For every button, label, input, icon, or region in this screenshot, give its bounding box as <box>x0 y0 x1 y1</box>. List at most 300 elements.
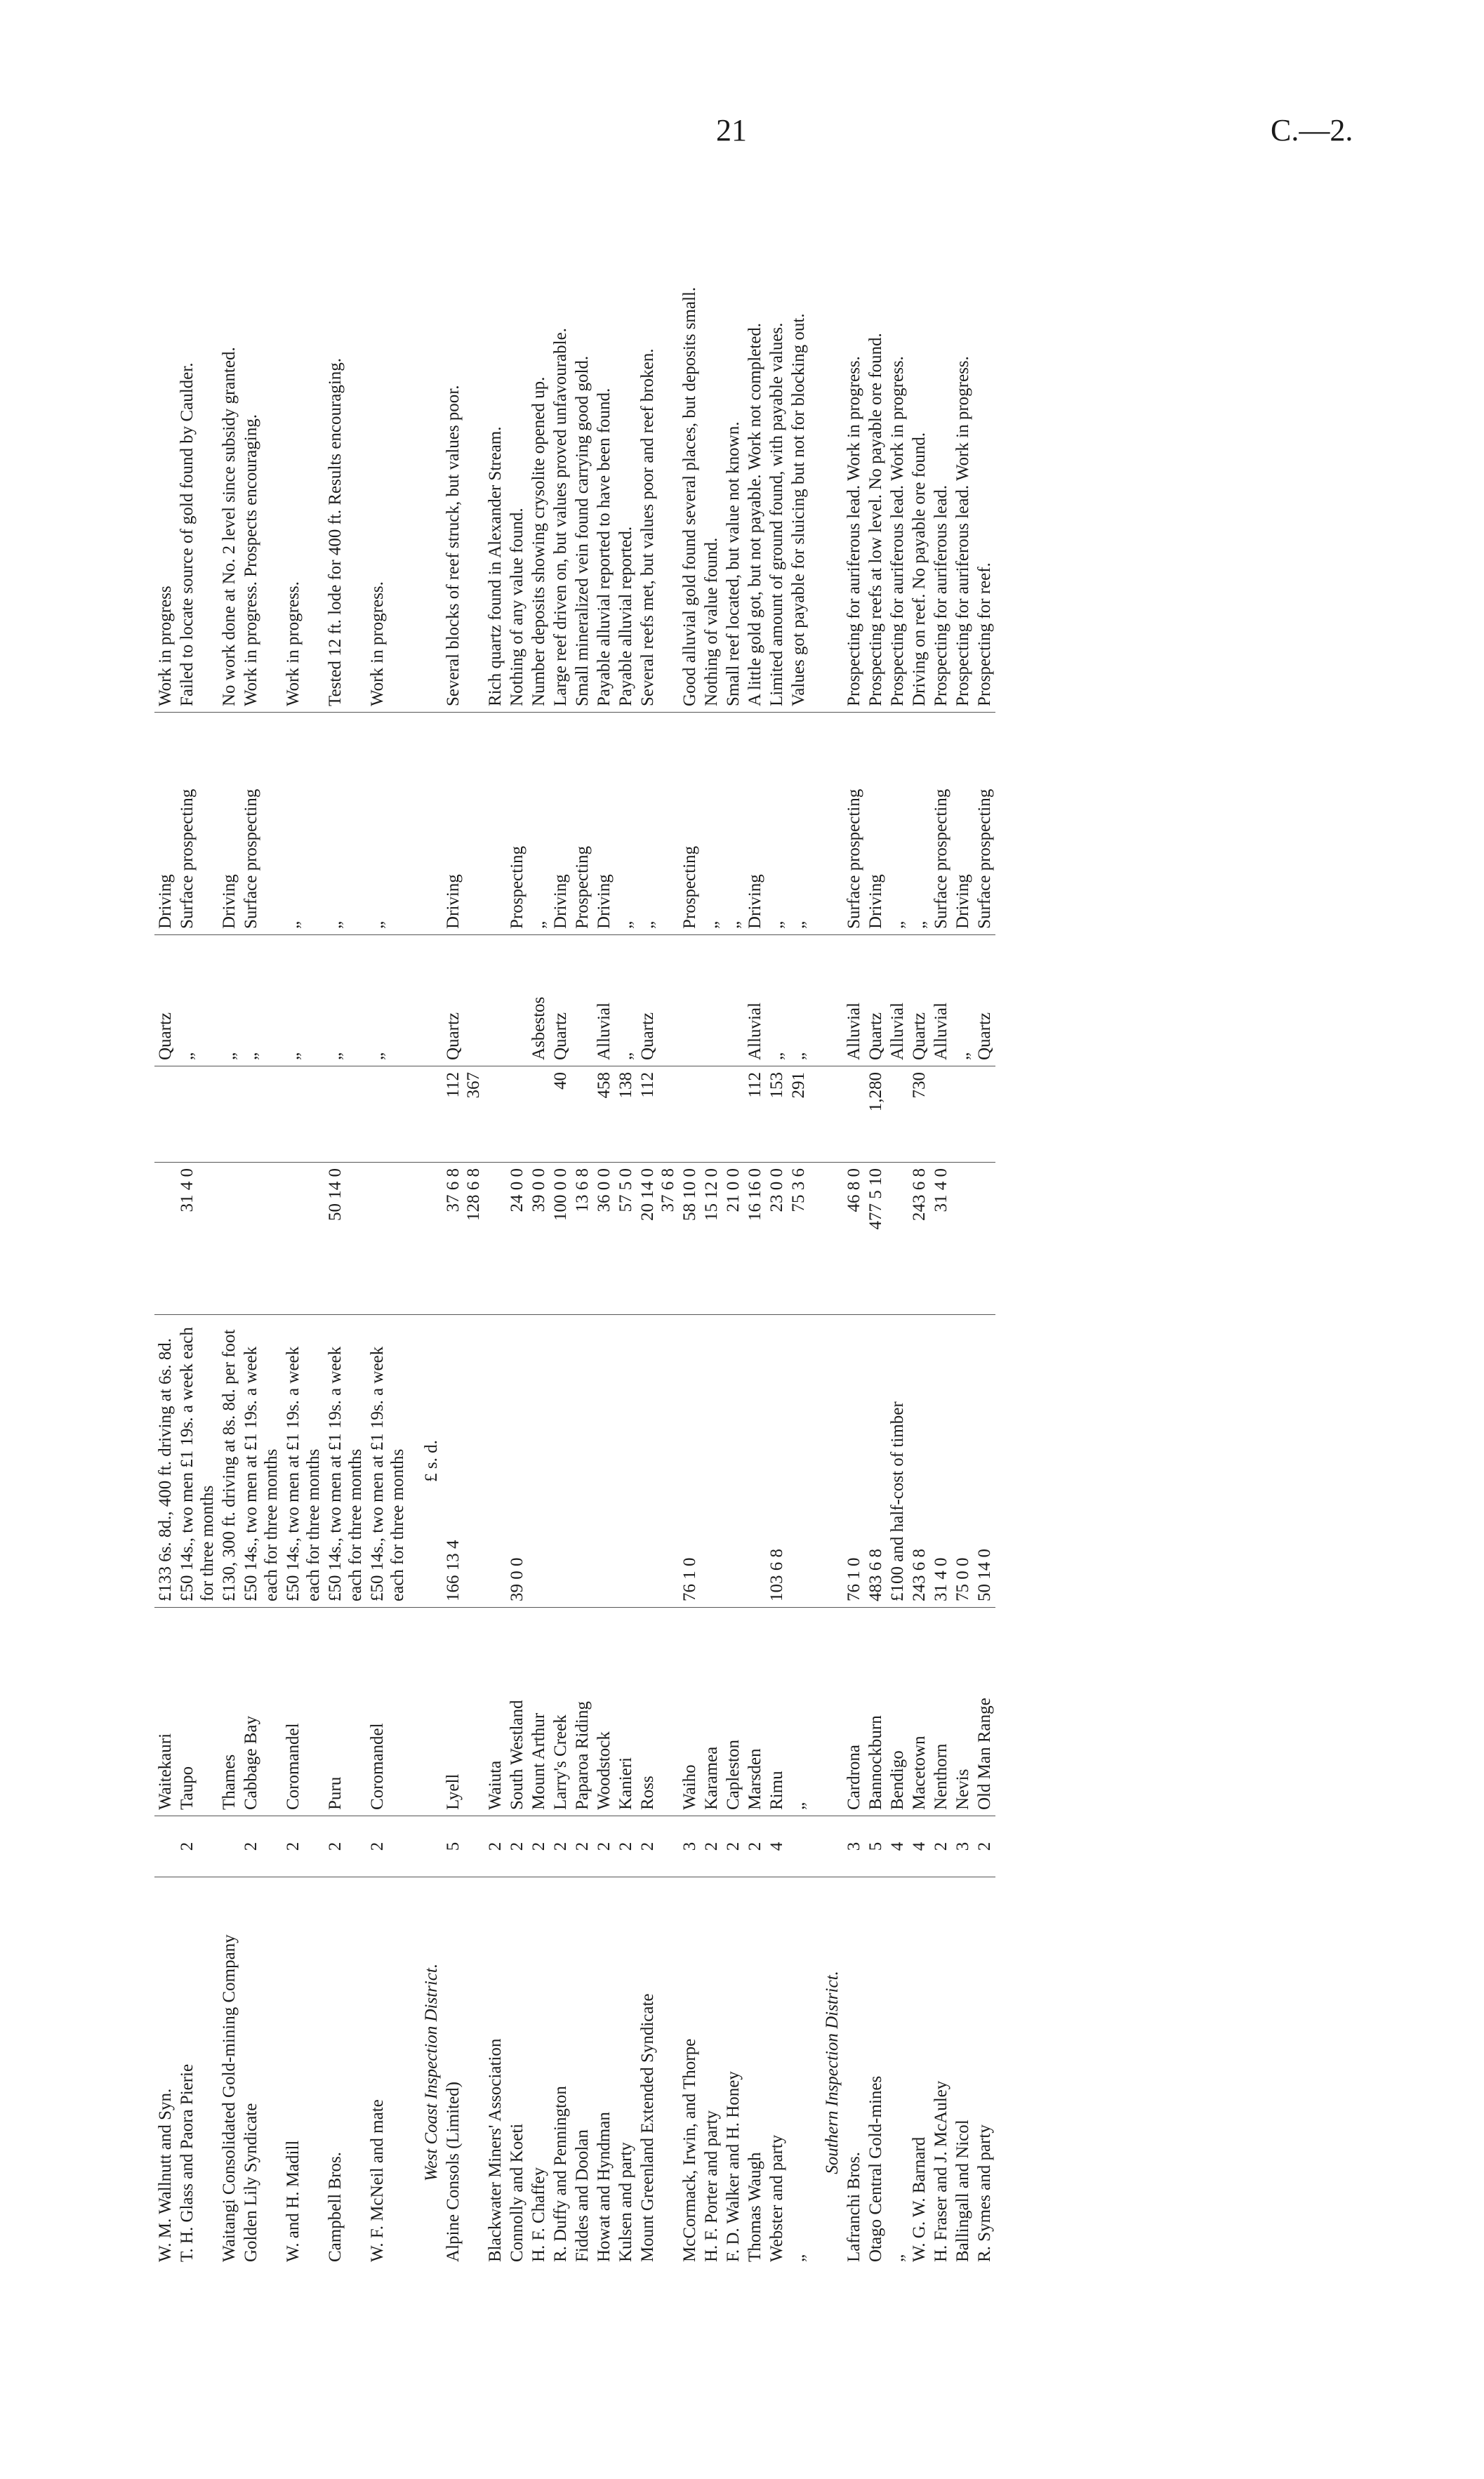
table-row <box>974 176 995 2268</box>
cell-expenditure: 16 16 0 <box>744 1163 766 1315</box>
cell-work: Prospecting <box>571 713 593 935</box>
table-row <box>744 176 766 2268</box>
cell-name: W. F. McNeil and mate <box>368 2099 387 2262</box>
cell-men: 2 <box>637 1816 679 1877</box>
cell-locality: Bendigo <box>887 1608 908 1816</box>
cell-subsidy: 483 6 8 <box>865 1315 887 1608</box>
cell-subsidy <box>528 1315 550 1608</box>
cell-expenditure: 46 8 0 <box>843 1163 865 1315</box>
cell-work: „ <box>282 713 324 935</box>
table-row <box>788 176 809 2268</box>
cell-locality: Waitekauri <box>154 1608 176 1816</box>
cell-name: R. Duffy and Pennington <box>551 2086 570 2262</box>
cell-locality: Coromandel <box>282 1608 324 1816</box>
cell-footage: 138 <box>615 1066 637 1163</box>
cell-kind <box>484 935 506 1066</box>
cell-expenditure <box>809 1163 843 1315</box>
cell-remarks: Limited amount of ground found, with payable values. <box>766 176 788 713</box>
cell-remarks: Payable alluvial reported to have been found. <box>593 176 615 713</box>
cell-expenditure <box>409 1163 442 1315</box>
cell-footage <box>409 1066 442 1163</box>
cell-footage <box>528 1066 550 1163</box>
cell-men: 2 <box>282 1816 324 1877</box>
cell-men: 4 <box>766 1816 788 1877</box>
cell-men: 2 <box>324 1816 366 1877</box>
cell-locality: Nevis <box>952 1608 974 1816</box>
cell-subsidy: 76 1 0 <box>843 1315 865 1608</box>
cell-subsidy <box>637 1315 679 1608</box>
cell-kind <box>701 935 722 1066</box>
cell-kind: Quartz <box>974 935 995 1066</box>
currency-units-label <box>809 1315 843 1608</box>
cell-footage <box>240 1066 282 1163</box>
cell-subsidy: £133 6s. 8d., 400 ft. driving at 6s. 8d. <box>154 1315 176 1608</box>
cell-name: Golden Lily Syndicate <box>241 2103 260 2262</box>
cell-kind: „ <box>615 935 637 1066</box>
cell-kind: Quartz <box>637 935 679 1066</box>
table-row <box>637 176 679 2268</box>
cell-name: Connolly and Koeti <box>508 2123 526 2262</box>
cell-kind: „ <box>366 935 409 1066</box>
cell-subsidy: 76 1 0 <box>679 1315 701 1608</box>
cell-work: Driving <box>952 713 974 935</box>
table-row <box>550 176 571 2268</box>
cell-men: 2 <box>722 1816 744 1877</box>
cell-locality: Marsden <box>744 1608 766 1816</box>
cell-locality <box>409 1608 442 1816</box>
cell-footage: 112 367 <box>442 1066 484 1163</box>
page-number: 21 <box>716 113 747 147</box>
cell-footage <box>506 1066 528 1163</box>
cell-remarks: Values got payable for sluicing but not for blocking out. <box>788 176 809 713</box>
cell-subsidy: £50 14s., two men at £1 19s. a week each for three months <box>240 1315 282 1608</box>
cell-kind: Alluvial <box>593 935 615 1066</box>
cell-expenditure: 57 5 0 <box>615 1163 637 1315</box>
table-row <box>506 176 528 2268</box>
table-row <box>593 176 615 2268</box>
cell-name: McCormack, Irwin, and Thorpe <box>680 2038 699 2262</box>
cell-kind: Quartz <box>442 935 484 1066</box>
cell-subsidy: 31 4 0 <box>930 1315 952 1608</box>
cell-work: Surface prospecting <box>240 713 282 935</box>
table-row <box>528 176 550 2268</box>
cell-expenditure: 31 4 0 <box>930 1163 952 1315</box>
cell-expenditure: 243 6 8 <box>908 1163 930 1315</box>
cell-locality: Paparoa Riding <box>571 1608 593 1816</box>
cell-subsidy: £130, 300 ft. driving at 8s. 8d. per foot <box>218 1315 240 1608</box>
cell-name: Kulsen and party <box>616 2142 635 2262</box>
cell-remarks <box>409 176 442 713</box>
cell-remarks: Prospecting for reef. <box>974 176 995 713</box>
cell-expenditure <box>484 1163 506 1315</box>
cell-locality: Kanieri <box>615 1608 637 1816</box>
cell-name: Howat and Hyndman <box>595 2112 614 2262</box>
cell-expenditure: 13 6 8 <box>571 1163 593 1315</box>
cell-footage <box>701 1066 722 1163</box>
table-row <box>571 176 593 2268</box>
cell-remarks: A little gold got, but not payable. Work not completed. <box>744 176 766 713</box>
cell-subsidy <box>550 1315 571 1608</box>
cell-work: Surface prospecting <box>930 713 952 935</box>
cell-kind: Quartz <box>550 935 571 1066</box>
cell-locality: Rimu <box>766 1608 788 1816</box>
cell-expenditure: 100 0 0 <box>550 1163 571 1315</box>
cell-work <box>809 713 843 935</box>
cell-expenditure <box>154 1163 176 1315</box>
cell-remarks: Small reef located, but value not known. <box>722 176 744 713</box>
cell-footage: 458 <box>593 1066 615 1163</box>
cell-work: „ <box>366 713 409 935</box>
cell-name: H. F. Chaffey <box>529 2167 548 2262</box>
cell-name: Otago Central Gold-mines <box>866 2075 885 2262</box>
cell-men: 2 <box>974 1816 995 1877</box>
cell-remarks: Several reefs met, but values poor and reef broken. <box>637 176 679 713</box>
section-heading: West Coast Inspection District. <box>422 1963 441 2182</box>
cell-name: W. M. Wallnutt and Syn. <box>156 2088 175 2262</box>
cell-expenditure: 50 14 0 <box>324 1163 366 1315</box>
cell-work: „ <box>766 713 788 935</box>
cell-footage <box>218 1066 240 1163</box>
cell-subsidy <box>701 1315 722 1608</box>
cell-remarks: Nothing of value found. <box>701 176 722 713</box>
cell-remarks: Payable alluvial reported. <box>615 176 637 713</box>
cell-work: „ <box>324 713 366 935</box>
cell-remarks: Prospecting for auriferous lead. <box>930 176 952 713</box>
cell-work: Driving <box>865 713 887 935</box>
cell-kind: „ <box>788 935 809 1066</box>
cell-kind: „ <box>218 935 240 1066</box>
cell-work <box>409 713 442 935</box>
cell-kind <box>679 935 701 1066</box>
cell-men: 2 <box>930 1816 952 1877</box>
cell-locality: Waiho <box>679 1608 701 1816</box>
cell-expenditure: 477 5 10 <box>865 1163 887 1315</box>
table-row <box>887 176 908 2268</box>
cell-locality: Thames <box>218 1608 240 1816</box>
cell-remarks: Work in progress. <box>366 176 409 713</box>
cell-work: Surface prospecting <box>974 713 995 935</box>
cell-remarks: Rich quartz found in Alexander Stream. <box>484 176 506 713</box>
cell-subsidy: £50 14s., two men at £1 19s. a week each for three months <box>282 1315 324 1608</box>
cell-locality: Puru <box>324 1608 366 1816</box>
cell-locality: Woodstock <box>593 1608 615 1816</box>
cell-name: H. Fraser and J. McAuley <box>932 2080 950 2262</box>
cell-name: Fiddes and Doolan <box>573 2129 592 2262</box>
cell-footage <box>722 1066 744 1163</box>
cell-men: 3 <box>843 1816 865 1877</box>
cell-work: „ <box>637 713 679 935</box>
cell-remarks: Prospecting reefs at low level. No payable ore found. <box>865 176 887 713</box>
cell-men: 2 <box>571 1816 593 1877</box>
cell-expenditure <box>282 1163 324 1315</box>
table-row <box>679 176 701 2268</box>
table-row <box>366 176 409 2268</box>
cell-locality: Waiuta <box>484 1608 506 1816</box>
cell-work: Driving <box>442 713 484 935</box>
cell-work <box>484 713 506 935</box>
cell-work: Driving <box>218 713 240 935</box>
cell-subsidy: 243 6 8 <box>908 1315 930 1608</box>
cell-locality: Capleston <box>722 1608 744 1816</box>
cell-name: Campbell Bros. <box>326 2152 345 2262</box>
cell-remarks: Tested 12 ft. lode for 400 ft. Results encouraging. <box>324 176 366 713</box>
cell-locality: Lyell <box>442 1608 484 1816</box>
cell-subsidy: 166 13 4 <box>442 1315 484 1608</box>
cell-kind: Alluvial <box>843 935 865 1066</box>
table-row <box>701 176 722 2268</box>
cell-subsidy: 103 6 8 <box>766 1315 788 1608</box>
cell-remarks: Failed to locate source of gold found by Caulder. <box>176 176 218 713</box>
cell-work: „ <box>722 713 744 935</box>
cell-kind: Alluvial <box>744 935 766 1066</box>
cell-expenditure <box>366 1163 409 1315</box>
cell-men: 2 <box>615 1816 637 1877</box>
cell-kind: „ <box>176 935 218 1066</box>
cell-remarks <box>809 176 843 713</box>
cell-remarks: Number deposits showing crysolite opened up. <box>528 176 550 713</box>
cell-subsidy <box>615 1315 637 1608</box>
cell-kind: „ <box>324 935 366 1066</box>
cell-men <box>218 1816 240 1877</box>
table-row <box>324 176 366 2268</box>
cell-men <box>809 1816 843 1877</box>
cell-remarks: Work in progress <box>154 176 176 713</box>
cell-kind: „ <box>240 935 282 1066</box>
cell-men: 2 <box>176 1816 218 1877</box>
cell-subsidy <box>722 1315 744 1608</box>
cell-name: Mount Greenland Extended Syndicate <box>638 1993 657 2262</box>
cell-men: 2 <box>240 1816 282 1877</box>
cell-work: Prospecting <box>506 713 528 935</box>
cell-locality: Larry's Creek <box>550 1608 571 1816</box>
table-row <box>218 176 240 2268</box>
cell-name: T. H. Glass and Paora Pierie <box>178 2063 197 2262</box>
cell-men: 2 <box>366 1816 409 1877</box>
cell-name: „ <box>888 2254 907 2262</box>
cell-subsidy: 75 0 0 <box>952 1315 974 1608</box>
cell-kind: „ <box>766 935 788 1066</box>
cell-expenditure: 39 0 0 <box>528 1163 550 1315</box>
cell-name: W. and H. Madill <box>284 2140 303 2262</box>
cell-work: „ <box>887 713 908 935</box>
table-row <box>952 176 974 2268</box>
cell-locality: Macetown <box>908 1608 930 1816</box>
cell-kind: Quartz <box>154 935 176 1066</box>
cell-subsidy: £50 14s., two men at £1 19s. a week each for three months <box>324 1315 366 1608</box>
cell-footage <box>843 1066 865 1163</box>
cell-remarks: Prospecting for auriferous lead. Work in progress. <box>843 176 865 713</box>
cell-footage <box>952 1066 974 1163</box>
cell-kind: Quartz <box>908 935 930 1066</box>
cell-subsidy: £100 and half-cost of timber <box>887 1315 908 1608</box>
cell-expenditure: 37 6 8 128 6 8 <box>442 1163 484 1315</box>
cell-men: 4 <box>908 1816 930 1877</box>
cell-kind <box>722 935 744 1066</box>
cell-expenditure: 24 0 0 <box>506 1163 528 1315</box>
cell-footage <box>571 1066 593 1163</box>
table-row <box>282 176 324 2268</box>
cell-footage <box>176 1066 218 1163</box>
cell-expenditure: 15 12 0 <box>701 1163 722 1315</box>
cell-locality: Cardrona <box>843 1608 865 1816</box>
cell-name: F. D. Walker and H. Honey <box>724 2071 743 2262</box>
table-row <box>865 176 887 2268</box>
cell-work: Surface prospecting <box>176 713 218 935</box>
cell-men: 2 <box>550 1816 571 1877</box>
cell-name: Thomas Waugh <box>746 2152 764 2262</box>
cell-subsidy <box>744 1315 766 1608</box>
cell-remarks: No work done at No. 2 level since subsidy granted. <box>218 176 240 713</box>
table-row <box>722 176 744 2268</box>
cell-men: 5 <box>442 1816 484 1877</box>
cell-expenditure: 58 10 0 <box>679 1163 701 1315</box>
table-body <box>154 176 995 2268</box>
cell-men: 2 <box>506 1816 528 1877</box>
cell-work: „ <box>701 713 722 935</box>
cell-kind: Asbestos <box>528 935 550 1066</box>
cell-subsidy: 39 0 0 <box>506 1315 528 1608</box>
cell-work: Driving <box>550 713 571 935</box>
cell-footage: 153 <box>766 1066 788 1163</box>
table-row <box>240 176 282 2268</box>
cell-locality: Karamea <box>701 1608 722 1816</box>
cell-kind <box>409 935 442 1066</box>
cell-expenditure <box>218 1163 240 1315</box>
cell-work: Driving <box>593 713 615 935</box>
cell-footage: 40 <box>550 1066 571 1163</box>
table-row <box>484 176 506 2268</box>
cell-locality: Old Man Range <box>974 1608 995 1816</box>
cell-name: Alpine Consols (Limited) <box>444 2082 463 2262</box>
cell-footage <box>154 1066 176 1163</box>
cell-men: 5 <box>865 1816 887 1877</box>
section-heading: Southern Inspection District. <box>823 1971 842 2174</box>
cell-locality: South Westland <box>506 1608 528 1816</box>
cell-expenditure <box>952 1163 974 1315</box>
cell-footage <box>484 1066 506 1163</box>
cell-footage <box>679 1066 701 1163</box>
cell-expenditure: 36 0 0 <box>593 1163 615 1315</box>
cell-remarks: Good alluvial gold found several places, but deposits small. <box>679 176 701 713</box>
document-reference: C.—2. <box>1271 113 1353 147</box>
cell-footage: 291 <box>788 1066 809 1163</box>
cell-name: Ballingall and Nicol <box>953 2120 972 2262</box>
cell-name: W. G. W. Barnard <box>910 2136 929 2262</box>
cell-expenditure: 23 0 0 <box>766 1163 788 1315</box>
cell-remarks: Nothing of any value found. <box>506 176 528 713</box>
cell-name: Waitangi Consolidated Gold-mining Company <box>220 1934 239 2262</box>
cell-men: 2 <box>701 1816 722 1877</box>
cell-kind: „ <box>952 935 974 1066</box>
table-row <box>442 176 484 2268</box>
cell-remarks: Prospecting for auriferous lead. Work in progress. <box>887 176 908 713</box>
cell-subsidy <box>571 1315 593 1608</box>
cell-men: 2 <box>484 1816 506 1877</box>
cell-expenditure <box>240 1163 282 1315</box>
cell-locality <box>809 1608 843 1816</box>
cell-kind <box>571 935 593 1066</box>
table-row <box>908 176 930 2268</box>
cell-kind <box>506 935 528 1066</box>
cell-expenditure: 31 4 0 <box>176 1163 218 1315</box>
cell-locality: Nenthorn <box>930 1608 952 1816</box>
cell-work: „ <box>788 713 809 935</box>
cell-work: Prospecting <box>679 713 701 935</box>
cell-men <box>788 1816 809 1877</box>
cell-men <box>409 1816 442 1877</box>
rotated-table-container <box>154 176 1348 2268</box>
cell-subsidy <box>484 1315 506 1608</box>
cell-kind: „ <box>282 935 324 1066</box>
table-row <box>843 176 865 2268</box>
cell-subsidy: 50 14 0 <box>974 1315 995 1608</box>
table-row <box>154 176 176 2268</box>
cell-remarks: Large reef driven on, but values proved unfavourable. <box>550 176 571 713</box>
cell-work: „ <box>528 713 550 935</box>
cell-footage <box>887 1066 908 1163</box>
cell-footage <box>809 1066 843 1163</box>
cell-work: „ <box>615 713 637 935</box>
cell-expenditure <box>974 1163 995 1315</box>
cell-kind: Alluvial <box>930 935 952 1066</box>
section-heading-row <box>409 176 442 2268</box>
cell-work: Driving <box>744 713 766 935</box>
cell-footage <box>282 1066 324 1163</box>
cell-kind: Quartz <box>865 935 887 1066</box>
cell-remarks: Several blocks of reef struck, but values poor. <box>442 176 484 713</box>
cell-name: Lafranchi Bros. <box>844 2152 863 2262</box>
cell-locality: Ross <box>637 1608 679 1816</box>
cell-footage: 730 <box>908 1066 930 1163</box>
cell-remarks: Prospecting for auriferous lead. Work in progress. <box>952 176 974 713</box>
cell-footage <box>324 1066 366 1163</box>
cell-footage: 112 <box>744 1066 766 1163</box>
cell-expenditure: 20 14 0 37 6 8 <box>637 1163 679 1315</box>
cell-subsidy <box>788 1315 809 1608</box>
cell-expenditure <box>887 1163 908 1315</box>
cell-locality: „ <box>788 1608 809 1816</box>
cell-work: Driving <box>154 713 176 935</box>
cell-subsidy: £50 14s., two men £1 19s. a week each for three months <box>176 1315 218 1608</box>
cell-men: 2 <box>744 1816 766 1877</box>
cell-locality: Mount Arthur <box>528 1608 550 1816</box>
cell-work: „ <box>908 713 930 935</box>
cell-footage: 1,280 <box>865 1066 887 1163</box>
cell-locality: Cabbage Bay <box>240 1608 282 1816</box>
cell-kind: Alluvial <box>887 935 908 1066</box>
cell-name: R. Symes and party <box>975 2124 994 2262</box>
cell-men: 3 <box>679 1816 701 1877</box>
cell-remarks: Small mineralized vein found carrying good gold. <box>571 176 593 713</box>
cell-footage: 112 <box>637 1066 679 1163</box>
cell-footage <box>366 1066 409 1163</box>
cell-expenditure: 21 0 0 <box>722 1163 744 1315</box>
cell-men <box>154 1816 176 1877</box>
cell-expenditure: 75 3 6 <box>788 1163 809 1315</box>
cell-name: „ <box>789 2254 808 2262</box>
table-row <box>615 176 637 2268</box>
cell-locality: Coromandel <box>366 1608 409 1816</box>
cell-subsidy: £50 14s., two men at £1 19s. a week each for three months <box>366 1315 409 1608</box>
cell-remarks: Work in progress. <box>282 176 324 713</box>
table-row <box>930 176 952 2268</box>
cell-men: 4 <box>887 1816 908 1877</box>
table-row <box>766 176 788 2268</box>
cell-name: Webster and party <box>767 2134 786 2262</box>
cell-men: 3 <box>952 1816 974 1877</box>
cell-remarks: Driving on reef. No payable ore found. <box>908 176 930 713</box>
cell-name: Blackwater Miners' Association <box>486 2038 505 2262</box>
